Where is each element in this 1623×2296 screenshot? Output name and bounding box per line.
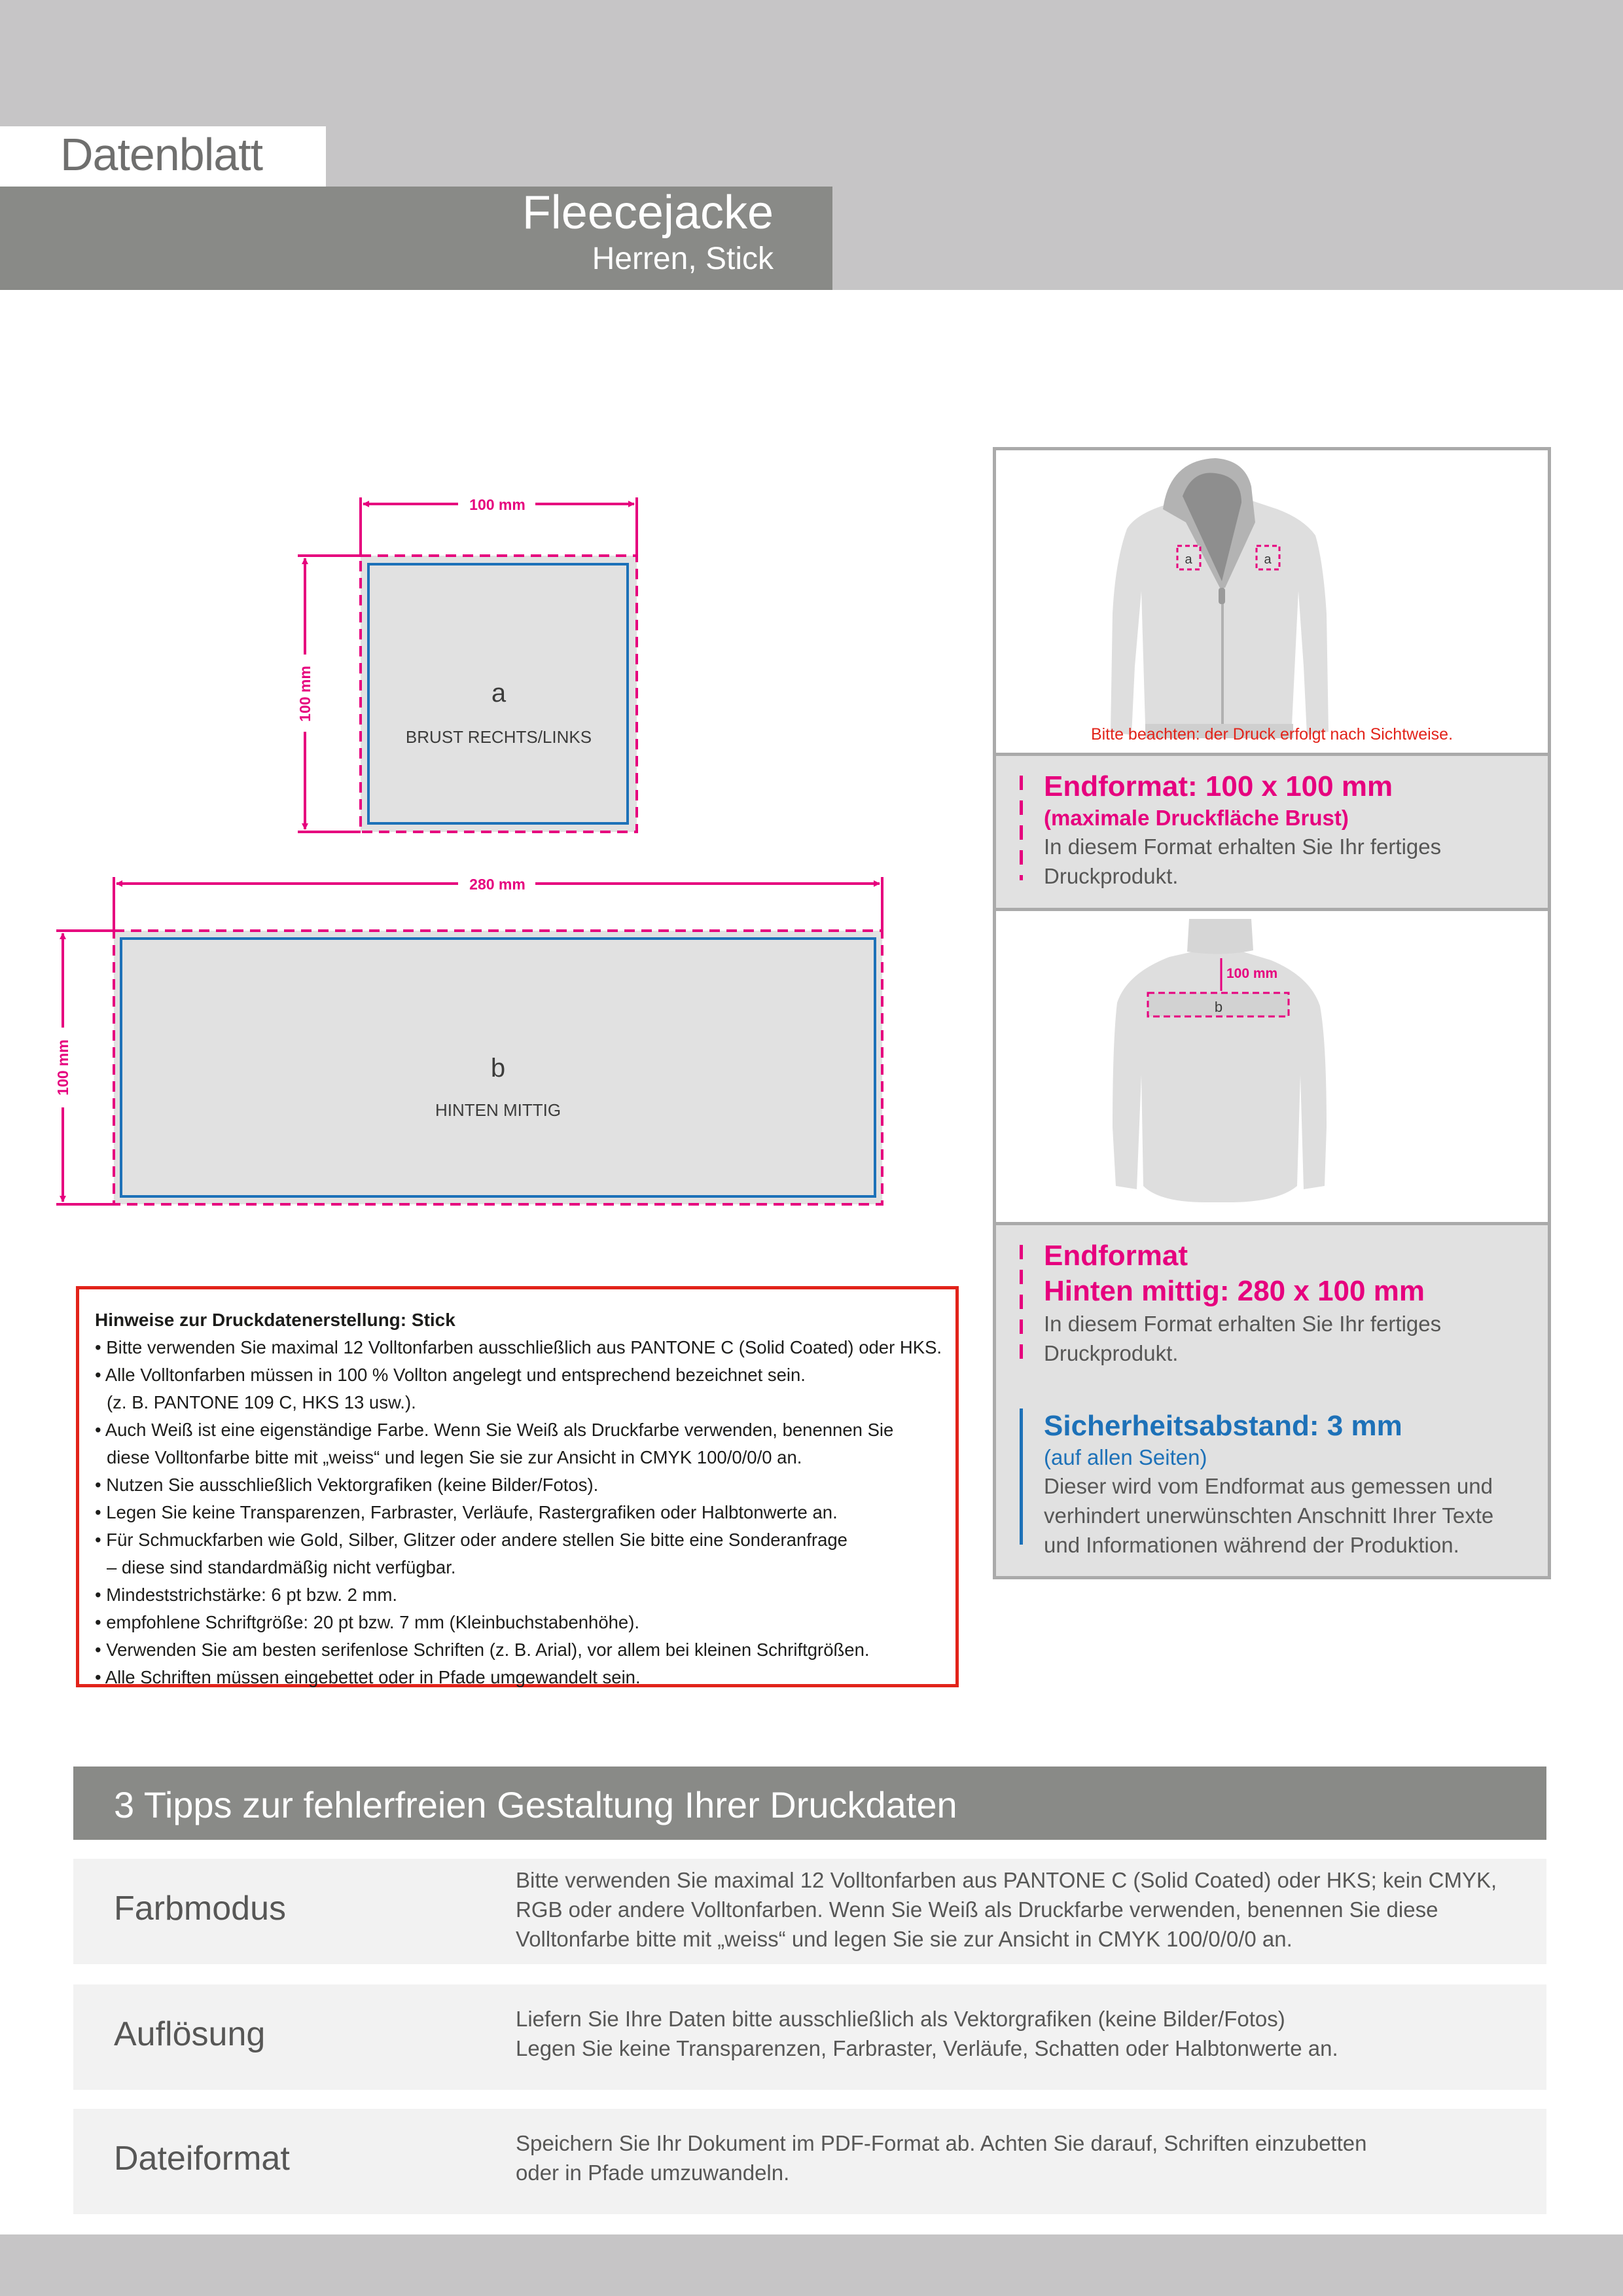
tips-title: 3 Tipps zur fehlerfreien Gestaltung Ihrer Druckdaten xyxy=(114,1784,957,1825)
endformat-dashed-marker xyxy=(1020,1245,1023,1363)
tip-text xyxy=(516,2004,1338,2063)
tip-label: Dateiformat xyxy=(114,2140,290,2178)
tip-text-line: Bitte verwenden Sie maximal 12 Volltonfarben aus PANTONE C (Solid Coated) oder HKS; kein CMYK, xyxy=(516,1868,1497,1892)
hint-item: • Legen Sie keine Transparenzen, Farbraster, Verläufe, Rastergrafiken oder Halbtonwerte an. xyxy=(95,1502,838,1522)
front-marker-label: a xyxy=(1264,552,1272,567)
back-endformat-body: In diesem Format erhalten Sie Ihr fertiges xyxy=(1044,1312,1442,1336)
jacket-back-collar xyxy=(1187,919,1253,954)
hint-item: • Alle Schriften müssen eingebettet oder in Pfade umgewandelt sein. xyxy=(95,1667,641,1687)
hint-item: • Nutzen Sie ausschließlich Vektorgrafiken (keine Bilder/Fotos). xyxy=(95,1475,599,1495)
jacket-front-illustration xyxy=(996,450,1548,753)
tips-header xyxy=(73,1767,1546,1840)
jacket-front xyxy=(1111,458,1329,738)
front-endformat-subtitle: (maximale Druckfläche Brust) xyxy=(1044,806,1349,830)
front-endformat-title: Endformat: 100 x 100 mm xyxy=(1044,770,1393,802)
hint-item: • Bitte verwenden Sie maximal 12 Volltonfarben ausschließlich aus PANTONE C (Solid Coated) oder HKS. xyxy=(95,1337,942,1357)
tip-text-line: Volltonfarbe bitte mit „weiss“ und legen Sie sie zur Ansicht in CMYK 100/0/0/0 an. xyxy=(516,1927,1293,1951)
area-b-letter: b xyxy=(490,1054,506,1083)
tip-text-line: Speichern Sie Ihr Dokument im PDF-Format ab. Achten Sie darauf, Schriften einzubetten xyxy=(516,2131,1367,2155)
tip-text xyxy=(516,2128,1366,2187)
jacket-back-illustration xyxy=(996,911,1548,1222)
hint-item: • Verwenden Sie am besten serifenlose Schriften (z. B. Arial), vor allem bei kleinen Schriftgrößen. xyxy=(95,1640,870,1660)
hint-item-continuation: – diese sind standardmäßig nicht verfügbar. xyxy=(107,1557,456,1577)
hint-item: • Alle Volltonfarben müssen in 100 % Vollton angelegt und entsprechend bezeichnet sein. xyxy=(95,1365,806,1385)
back-endformat-title: Endformat xyxy=(1044,1240,1188,1272)
area-a-height-label: 100 mm xyxy=(296,666,313,722)
area-a-caption: BRUST RECHTS/LINKS xyxy=(405,727,592,747)
hint-item: • Auch Weiß ist eine eigenständige Farbe. Wenn Sie Weiß als Druckfarbe verwenden, benennen Sie xyxy=(95,1420,894,1440)
back-endformat-body: Druckprodukt. xyxy=(1044,1341,1179,1365)
hint-item-continuation: diese Volltonfarbe bitte mit „weiss“ und legen Sie sie zur Ansicht in CMYK 100/0/0/0 an. xyxy=(107,1447,802,1467)
print-area-b xyxy=(54,876,882,1204)
hint-item: • Für Schmuckfarben wie Gold, Silber, Glitzer oder andere stellen Sie bitte eine Sonderanfrage xyxy=(95,1530,847,1550)
safety-body: Dieser wird vom Endformat aus gemessen und xyxy=(1044,1474,1493,1498)
endformat-dashed-marker xyxy=(1020,776,1023,880)
area-a-letter: a xyxy=(491,679,507,708)
tip-row xyxy=(73,2109,1546,2214)
back-distance-label: 100 mm xyxy=(1226,966,1278,981)
zipper-pull xyxy=(1219,588,1225,604)
info-panel xyxy=(993,447,1551,1579)
area-b-height-label: 100 mm xyxy=(54,1039,71,1096)
hint-item-continuation: (z. B. PANTONE 109 C, HKS 13 usw.). xyxy=(107,1392,416,1412)
hints-list xyxy=(95,1334,949,1691)
tip-text-line: RGB oder andere Volltonfarben. Wenn Sie Weiß als Druckfarbe verwenden, benennen Sie diese xyxy=(516,1897,1438,1922)
tip-text xyxy=(516,1865,1497,1954)
product-title: Fleecejacke xyxy=(522,187,774,239)
front-marker-right xyxy=(1257,546,1279,569)
front-endformat-body: In diesem Format erhalten Sie Ihr fertiges xyxy=(1044,834,1442,859)
tip-label: Auflösung xyxy=(114,2015,266,2053)
front-info-section xyxy=(996,756,1548,908)
safety-body: verhindert unerwünschten Anschnitt Ihrer Texte xyxy=(1044,1503,1494,1528)
area-a-width-label: 100 mm xyxy=(469,496,526,513)
safety-body: und Informationen während der Produktion. xyxy=(1044,1533,1459,1557)
safety-marker xyxy=(1020,1408,1023,1545)
area-b-caption: HINTEN MITTIG xyxy=(435,1100,562,1120)
tip-row xyxy=(73,1859,1546,1964)
hint-item: • Mindeststrichstärke: 6 pt bzw. 2 mm. xyxy=(95,1585,397,1605)
tip-text-line: Legen Sie keine Transparenzen, Farbraster, Verläufe, Schatten oder Halbtonwerte an. xyxy=(516,2036,1338,2060)
hints-box xyxy=(76,1286,959,1687)
front-marker-left xyxy=(1177,546,1200,569)
hint-item: • empfohlene Schriftgröße: 20 pt bzw. 7 mm (Kleinbuchstabenhöhe). xyxy=(95,1612,640,1632)
jacket-back-body xyxy=(1113,950,1327,1202)
tip-text-line: oder in Pfade umzuwandeln. xyxy=(516,2161,790,2185)
jacket-back xyxy=(1113,919,1327,1202)
hints-content xyxy=(95,1306,949,1691)
viewing-note: Bitte beachten: der Druck erfolgt nach Sichtweise. xyxy=(1090,725,1454,744)
back-marker-label: b xyxy=(1214,999,1223,1015)
safety-subtitle: (auf allen Seiten) xyxy=(1044,1445,1207,1469)
front-endformat-body: Druckprodukt. xyxy=(1044,864,1179,888)
doc-type-label: Datenblatt xyxy=(60,129,263,180)
footer-band xyxy=(0,2234,1623,2296)
tip-row xyxy=(73,1984,1546,2090)
print-area-a xyxy=(296,496,637,832)
back-info-section xyxy=(996,1225,1548,1576)
front-marker-label: a xyxy=(1185,552,1192,567)
product-subtitle: Herren, Stick xyxy=(592,242,774,276)
safety-title: Sicherheitsabstand: 3 mm xyxy=(1044,1410,1402,1442)
back-endformat-title-2: Hinten mittig: 280 x 100 mm xyxy=(1044,1275,1425,1307)
area-b-width-label: 280 mm xyxy=(469,876,526,893)
tip-text-line: Liefern Sie Ihre Daten bitte ausschließlich als Vektorgrafiken (keine Bilder/Fotos) xyxy=(516,2007,1285,2031)
tip-label: Farbmodus xyxy=(114,1890,286,1928)
hints-title: Hinweise zur Druckdatenerstellung: Stick xyxy=(95,1310,455,1330)
